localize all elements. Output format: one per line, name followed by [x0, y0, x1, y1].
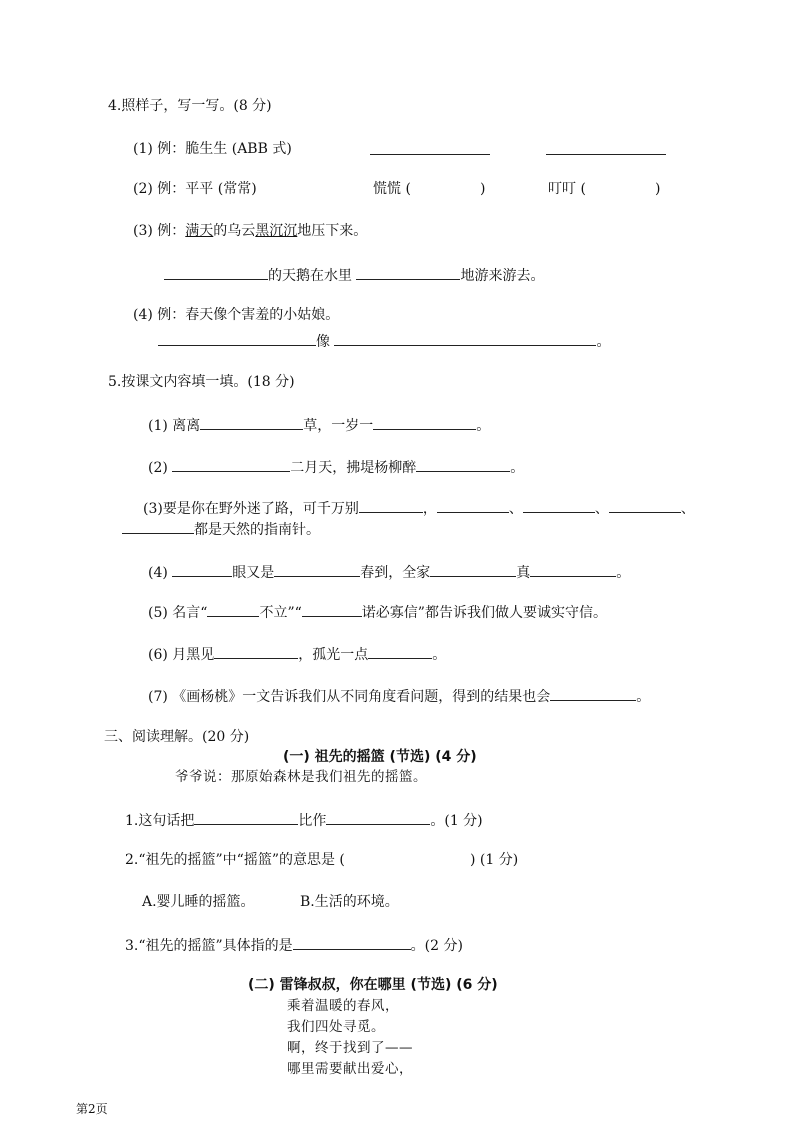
q4-item1 — [133, 140, 292, 158]
q4-item3-blank-b[interactable] — [356, 265, 460, 280]
q5-item2-blank-b[interactable] — [416, 457, 510, 472]
poem-line-1: 乘着温暖的春风， — [287, 998, 399, 1014]
q4-item3-fill — [164, 265, 544, 285]
q5-item4-blank-1[interactable] — [172, 562, 232, 577]
q5-item2-pre: (2) — [148, 460, 168, 476]
q5-item3-blank-4[interactable] — [609, 498, 681, 513]
q5-item7-pre: (7) 《画杨桃》一文告诉我们从不同角度看问题，得到的结果也会 — [148, 689, 551, 705]
q4-item3-underline-2: 黑沉沉 — [255, 223, 298, 239]
q5-item5-b: 诺必寡信”都告诉我们做人要诚实守信。 — [361, 605, 607, 621]
q5-item3-blank-3[interactable] — [523, 498, 595, 513]
q5-item5-blank-1[interactable] — [207, 602, 259, 617]
q4-item2-mid-close: ) — [480, 181, 486, 197]
q5-item4-pre: (4) — [148, 565, 168, 581]
q5-item3-blank-2[interactable] — [437, 498, 509, 513]
q5-item6 — [148, 644, 446, 664]
q5-item4-blank-4[interactable] — [530, 562, 616, 577]
q5-item6-blank-2[interactable] — [368, 644, 432, 659]
passage1-quote: 爷爷说：那原始森林是我们祖先的摇篮。 — [175, 769, 427, 785]
q4-item3-blank-a[interactable] — [164, 265, 268, 280]
q5-item4 — [148, 562, 630, 582]
q5-item4-blank-3[interactable] — [430, 562, 516, 577]
q5-item5 — [148, 602, 607, 622]
p1-option-b[interactable]: B.生活的环境。 — [300, 894, 399, 910]
p1-q3 — [125, 935, 463, 955]
q4-item3-example — [133, 222, 367, 240]
p1-q3-pre: 3.“祖先的摇篮”具体指的是 — [125, 938, 293, 954]
p1-q2-close: ) (1 分) — [470, 852, 519, 868]
q4-item4-fill — [158, 331, 610, 351]
q4-item3-fill-b: 地游来游去。 — [460, 268, 545, 284]
passage2-heading: (二) 雷锋叔叔，你在哪里 (节选) (6 分) — [248, 977, 498, 993]
q5-item3-line2-text: 都是天然的指南针。 — [194, 522, 320, 538]
poem-line-2: 我们四处寻觅。 — [287, 1019, 385, 1035]
q5-item1 — [148, 415, 490, 435]
q5-item4-b: 春到，全家 — [360, 565, 431, 581]
q5-item1-blank-a[interactable] — [200, 415, 303, 430]
q4-item1-label: (1) 例：脆生生 (ABB 式) — [133, 141, 292, 157]
q4-item3-fill-a: 的天鹅在水里 — [268, 268, 352, 284]
q5-item4-a: 眼又是 — [232, 565, 275, 581]
q5-item3-blank-1[interactable] — [359, 498, 423, 513]
q5-item6-blank-1[interactable] — [214, 644, 298, 659]
q5-item7-blank[interactable] — [550, 686, 636, 701]
q5-item3-line2 — [122, 519, 320, 539]
p1-q1-end: 。(1 分) — [430, 813, 483, 829]
q5-item2 — [148, 457, 524, 477]
q4-item1-blank-a[interactable] — [370, 140, 490, 155]
q5-item6-end: 。 — [432, 647, 447, 663]
q5-item5-blank-2[interactable] — [302, 602, 362, 617]
q4-item2-mid: 慌慌 ( — [373, 181, 411, 197]
p1-q2-text: 2.“祖先的摇篮”中“摇篮”的意思是 ( — [125, 852, 345, 868]
q5-item3-blank-5[interactable] — [122, 519, 194, 534]
q4-item2-right-close: ) — [655, 181, 661, 197]
p1-q1-blank-a[interactable] — [194, 810, 298, 825]
poem-line-3: 啊，终于找到了—— — [287, 1040, 413, 1056]
q4-item4-like: 像 — [316, 334, 330, 350]
section3-title: 三、阅读理解。(20 分) — [104, 729, 250, 745]
q5-item3-comma: ， — [422, 501, 437, 517]
p1-q1-pre: 1.这句话把 — [125, 813, 195, 829]
q5-item5-a: 不立”“ — [259, 605, 302, 621]
q5-item1-blank-b[interactable] — [373, 415, 476, 430]
q4-title: 4.照样子，写一写。(8 分) — [108, 98, 272, 114]
q4-item3-tail: 地压下来。 — [297, 223, 368, 239]
q4-item4-blank-a[interactable] — [158, 331, 316, 346]
q5-item3-sep-3: 、 — [680, 501, 695, 517]
page-number: 第2页 — [76, 1102, 108, 1116]
p1-q1-mid: 比作 — [298, 813, 327, 829]
q5-item1-mid: 草，一岁一 — [303, 418, 374, 434]
q4-item1-blank-b[interactable] — [546, 140, 666, 155]
q5-item2-mid: 二月天，拂堤杨柳醉 — [290, 460, 417, 476]
q4-item2-label: (2) 例：平平 (常常) — [133, 181, 257, 197]
q4-item4-label: (4) 例：春天像个害羞的小姑娘。 — [133, 307, 340, 323]
p1-q1 — [125, 810, 483, 830]
q5-item2-blank-a[interactable] — [172, 457, 290, 472]
p1-option-a[interactable]: A.婴儿睡的摇篮。 — [142, 894, 255, 910]
q5-title: 5.按课文内容填一填。(18 分) — [108, 374, 295, 390]
q5-item3-sep-2: 、 — [594, 501, 609, 517]
passage1-heading: (一) 祖先的摇篮 (节选) (4 分) — [283, 749, 477, 765]
q5-item3-line1 — [143, 498, 695, 518]
q5-item2-end: 。 — [510, 460, 525, 476]
q4-item3-label: (3) 例： — [133, 223, 186, 239]
q5-item1-pre: (1) 离离 — [148, 418, 201, 434]
p1-q3-blank[interactable] — [293, 935, 411, 950]
q5-item6-a: ，孤光一点 — [298, 647, 369, 663]
q5-item1-end: 。 — [476, 418, 491, 434]
q5-item3-pre: (3)要是你在野外迷了路，可千万别 — [143, 501, 359, 517]
q4-item2-right: 叮叮 ( — [548, 181, 586, 197]
poem-line-4: 哪里需要献出爱心， — [287, 1061, 413, 1077]
q5-item4-blank-2[interactable] — [274, 562, 360, 577]
p1-q3-end: 。(2 分) — [410, 938, 463, 954]
q4-item4-blank-b[interactable] — [334, 331, 596, 346]
q4-item3-mid: 的乌云 — [213, 223, 256, 239]
q5-item5-pre: (5) 名言“ — [148, 605, 208, 621]
q4-item3-underline-1: 满天 — [185, 223, 214, 239]
q5-item4-c: 真 — [516, 565, 531, 581]
q5-item6-pre: (6) 月黑见 — [148, 647, 215, 663]
p1-q1-blank-b[interactable] — [326, 810, 430, 825]
q5-item7-end: 。 — [636, 689, 651, 705]
q5-item3-sep-1: 、 — [508, 501, 523, 517]
q4-item4-end: 。 — [596, 334, 611, 350]
q5-item7 — [148, 686, 650, 706]
q5-item4-end: 。 — [616, 565, 631, 581]
